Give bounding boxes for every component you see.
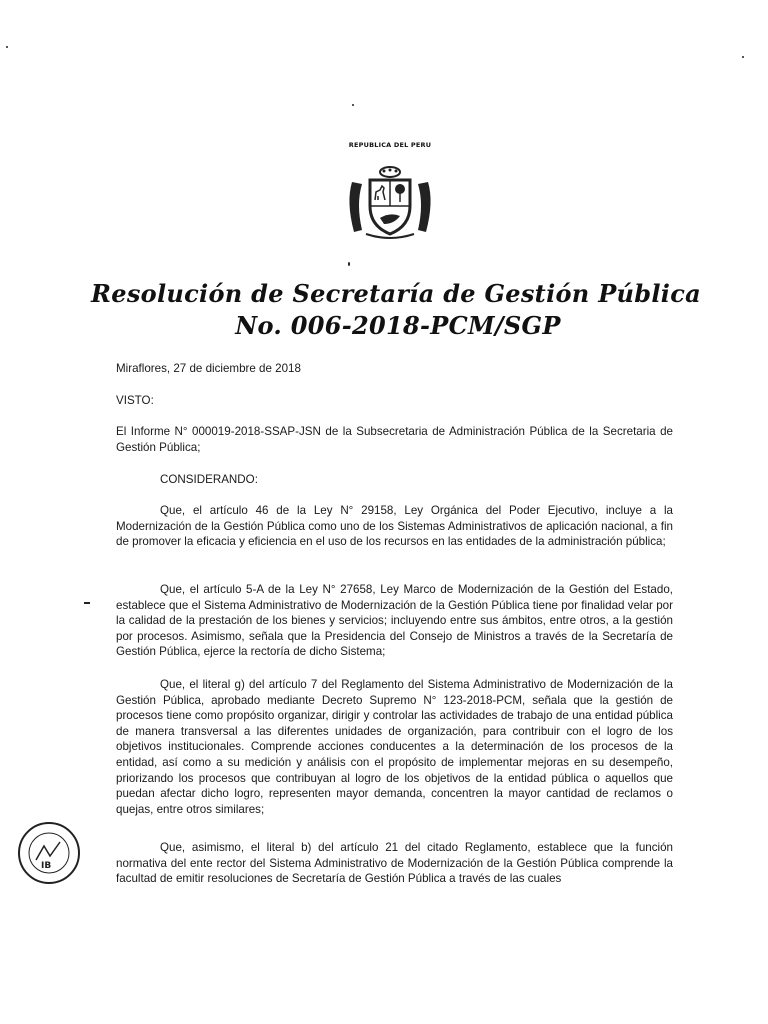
considerando-paragraph: Que, el artículo 46 de la Ley N° 29158, Ley Orgánica del Poder Ejecutivo, incluye a la Modernización de la Gestión Pública como uno de los Sistemas Administrativos de aplicación nacional, a fin de promover la eficacia y eficiencia en el uso de los recursos en las entidades de la administración pública; [116,504,673,549]
official-seal-stamp [14,820,84,886]
scan-speck [6,46,8,48]
scan-speck [742,56,744,58]
scan-speck [84,602,90,604]
considerando-paragraph: Que, el artículo 5-A de la Ley N° 27658, Ley Marco de Modernización de la Gestión del Estado, establece que el Sistema Administrativo de Modernización de la Gestión Pública tiene por finalidad velar por la calidad de la prestación de los bienes y servicios; incluyendo entre sus ámbitos, entre otros, a la gestión por procesos. Asimismo, señala que la Presidencia del Consejo de Ministros a través de la Secretaría de Gestión Pública, ejerce la rectoría de dicho Sistema; [116,583,673,659]
crest-caption: REPUBLICA DEL PERU [348,141,432,149]
resolution-title: Resolución de Secretaría de Gestión Pública [91,279,701,308]
scan-speck [348,262,350,266]
resolution-number: No. 006-2018-PCM/SGP [235,311,561,340]
document-date: Miraflores, 27 de diciembre de 2018 [116,362,301,375]
visto-paragraph: El Informe N° 000019-2018-SSAP-JSN de la Subsecretaria de Administración Pública de la Secretaria de Gestión Pública; [116,425,673,454]
considerando-paragraph: Que, asimismo, el literal b) del artículo 21 del citado Reglamento, establece que la función normativa del ente rector del Sistema Administrativo de Modernización de la Gestión Pública comprende la facultad de emitir resoluciones de Secretaría de Gestión Pública a través de las cuales [116,841,673,886]
peru-coat-of-arms-emblem [342,142,438,246]
considerando-heading: CONSIDERANDO: [160,473,258,486]
visto-heading: VISTO: [116,394,154,407]
considerando-paragraph: Que, el literal g) del artículo 7 del Reglamento del Sistema Administrativo de Modernización de la Gestión Pública, aprobado mediante Decreto Supremo N° 123-2018-PCM, señala que la gestión de procesos tiene como propósito organizar, dirigir y controlar las actividades de trabajo de una entidad pública de manera transversal a las diferentes unidades de organización, para contribuir con el logro de los objetivos institucionales. Comprende acciones conducentes a la determinación de los procesos de la entidad, así como a su medición y análisis con el propósito de implementar mejoras en su desempeño, priorizando los procesos que contribuyan al logro de los objetivos de la entidad pública o aquellos que puedan afectar dicho logro, representen mayor demanda, concentren la mayor cantidad de reclamos o quejas, entre otros similares; [116,678,673,816]
svg-text:IB: IB [41,861,52,871]
scan-speck [352,104,354,106]
